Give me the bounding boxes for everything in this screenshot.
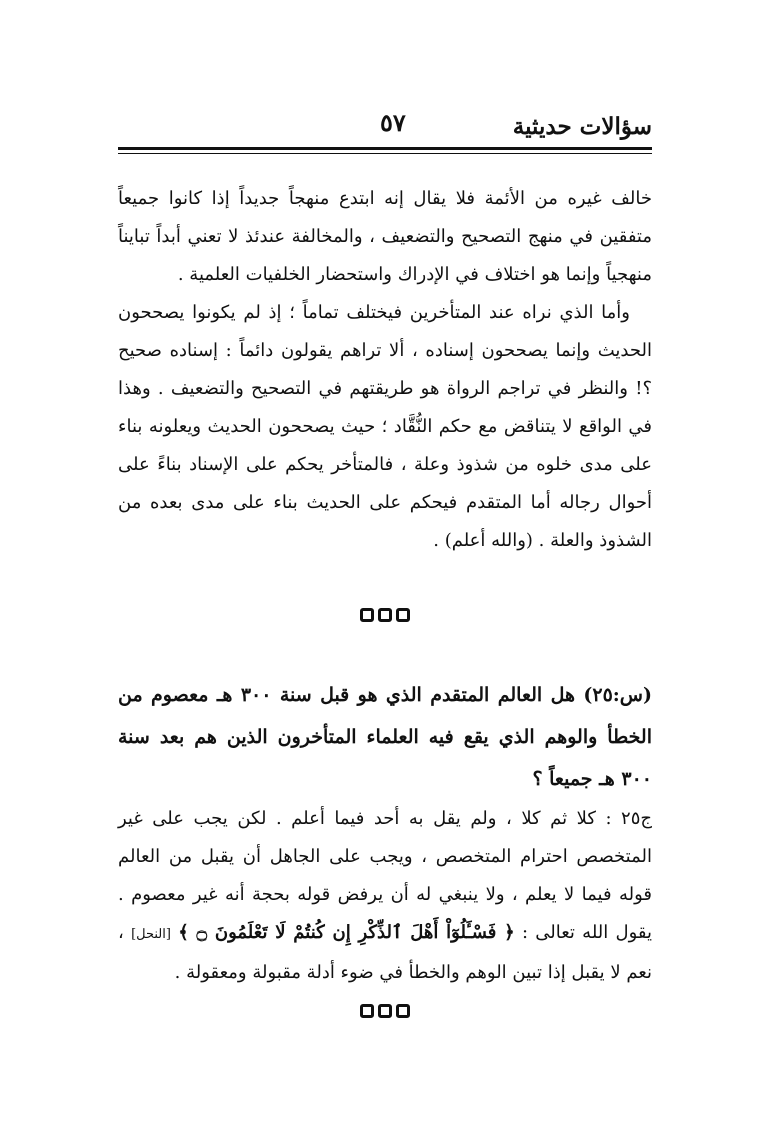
paragraph-2: وأما الذي نراه عند المتأخرين فيختلف تماماً ؛ إذ لم يكونوا يصححون الحديث وإنما يصححون إسناده ، ألا تراهم يقولون دائماً : إسناده صحيح ؟! والنظر في تراجم الرواة هو طريقتهم في التصحيح والتضعيف . وهذا في الواقع لا يتناقض مع حكم النُّقَّاد ؛ حيث يصححون الحديث ويعلونه بناء على مدى خلوه من شذوذ وعلة ، فالمتأخر يحكم على الإسناد بناءً على أحوال رجاله أما المتقدم فيحكم على الحديث بناء على مدى بعده من الشذوذ والعلة . (والله أعلم) .	[118, 302, 652, 551]
section-divider	[118, 608, 652, 622]
divider-square-icon	[396, 1004, 410, 1018]
page-number: ٥٧	[380, 108, 406, 137]
running-title: سؤالات حديثية	[512, 113, 652, 140]
surah-reference: [النحل]	[131, 927, 171, 942]
section-divider-end	[118, 1004, 652, 1018]
paragraph-1: خالف غيره من الأئمة فلا يقال إنه ابتدع منهجاً جديداً إذا كانوا جميعاً متفقين في منهج التصحيح والتضعيف ، والمخالفة عندئذ لا تعني أبداً تبايناً منهجياً وإنما هو اختلاف في الإدراك واستحضار الخلفيات العلمية .	[118, 188, 652, 285]
divider-square-icon	[378, 1004, 392, 1018]
page-body	[118, 180, 652, 1018]
page-header	[118, 108, 652, 148]
divider-square-icon	[396, 608, 410, 622]
divider-square-icon	[360, 608, 374, 622]
divider-square-icon	[360, 1004, 374, 1018]
quran-verse: ﴿ فَسْـَٔلُوٓاْ أَهْلَ ٱلذِّكْرِ إِن كُنتُمْ لَا تَعْلَمُونَ ۝ ﴾	[178, 922, 515, 943]
question-25: (س:٢٥) هل العالم المتقدم الذي هو قبل سنة ٣٠٠ هـ معصوم من الخطأ والوهم الذي يقع فيه العلماء المتأخرون الذين هم بعد سنة ٣٠٠ هـ جميعاً ؟	[118, 684, 652, 790]
answer-text-part1: ج٢٥ : كلا ثم كلا ، ولم يقل به أحد فيما أعلم . لكن يجب على غير المتخصص احترام المتخصص ، ويجب على الجاهل أن يقبل من العالم قوله فيما لا يعلم ، ولا ينبغي له أن يرفض قوله بحجة أنه غير معصوم . يقول الله تعالى :	[118, 808, 652, 943]
answer-text-part2: ، نعم لا يقبل إذا تبين الوهم والخطأ في ضوء أدلة مقبولة ومعقولة .	[118, 922, 652, 983]
header-rule-thick	[118, 147, 652, 150]
divider-square-icon	[378, 608, 392, 622]
header-rule-thin	[118, 153, 652, 154]
answer-25	[118, 800, 652, 992]
